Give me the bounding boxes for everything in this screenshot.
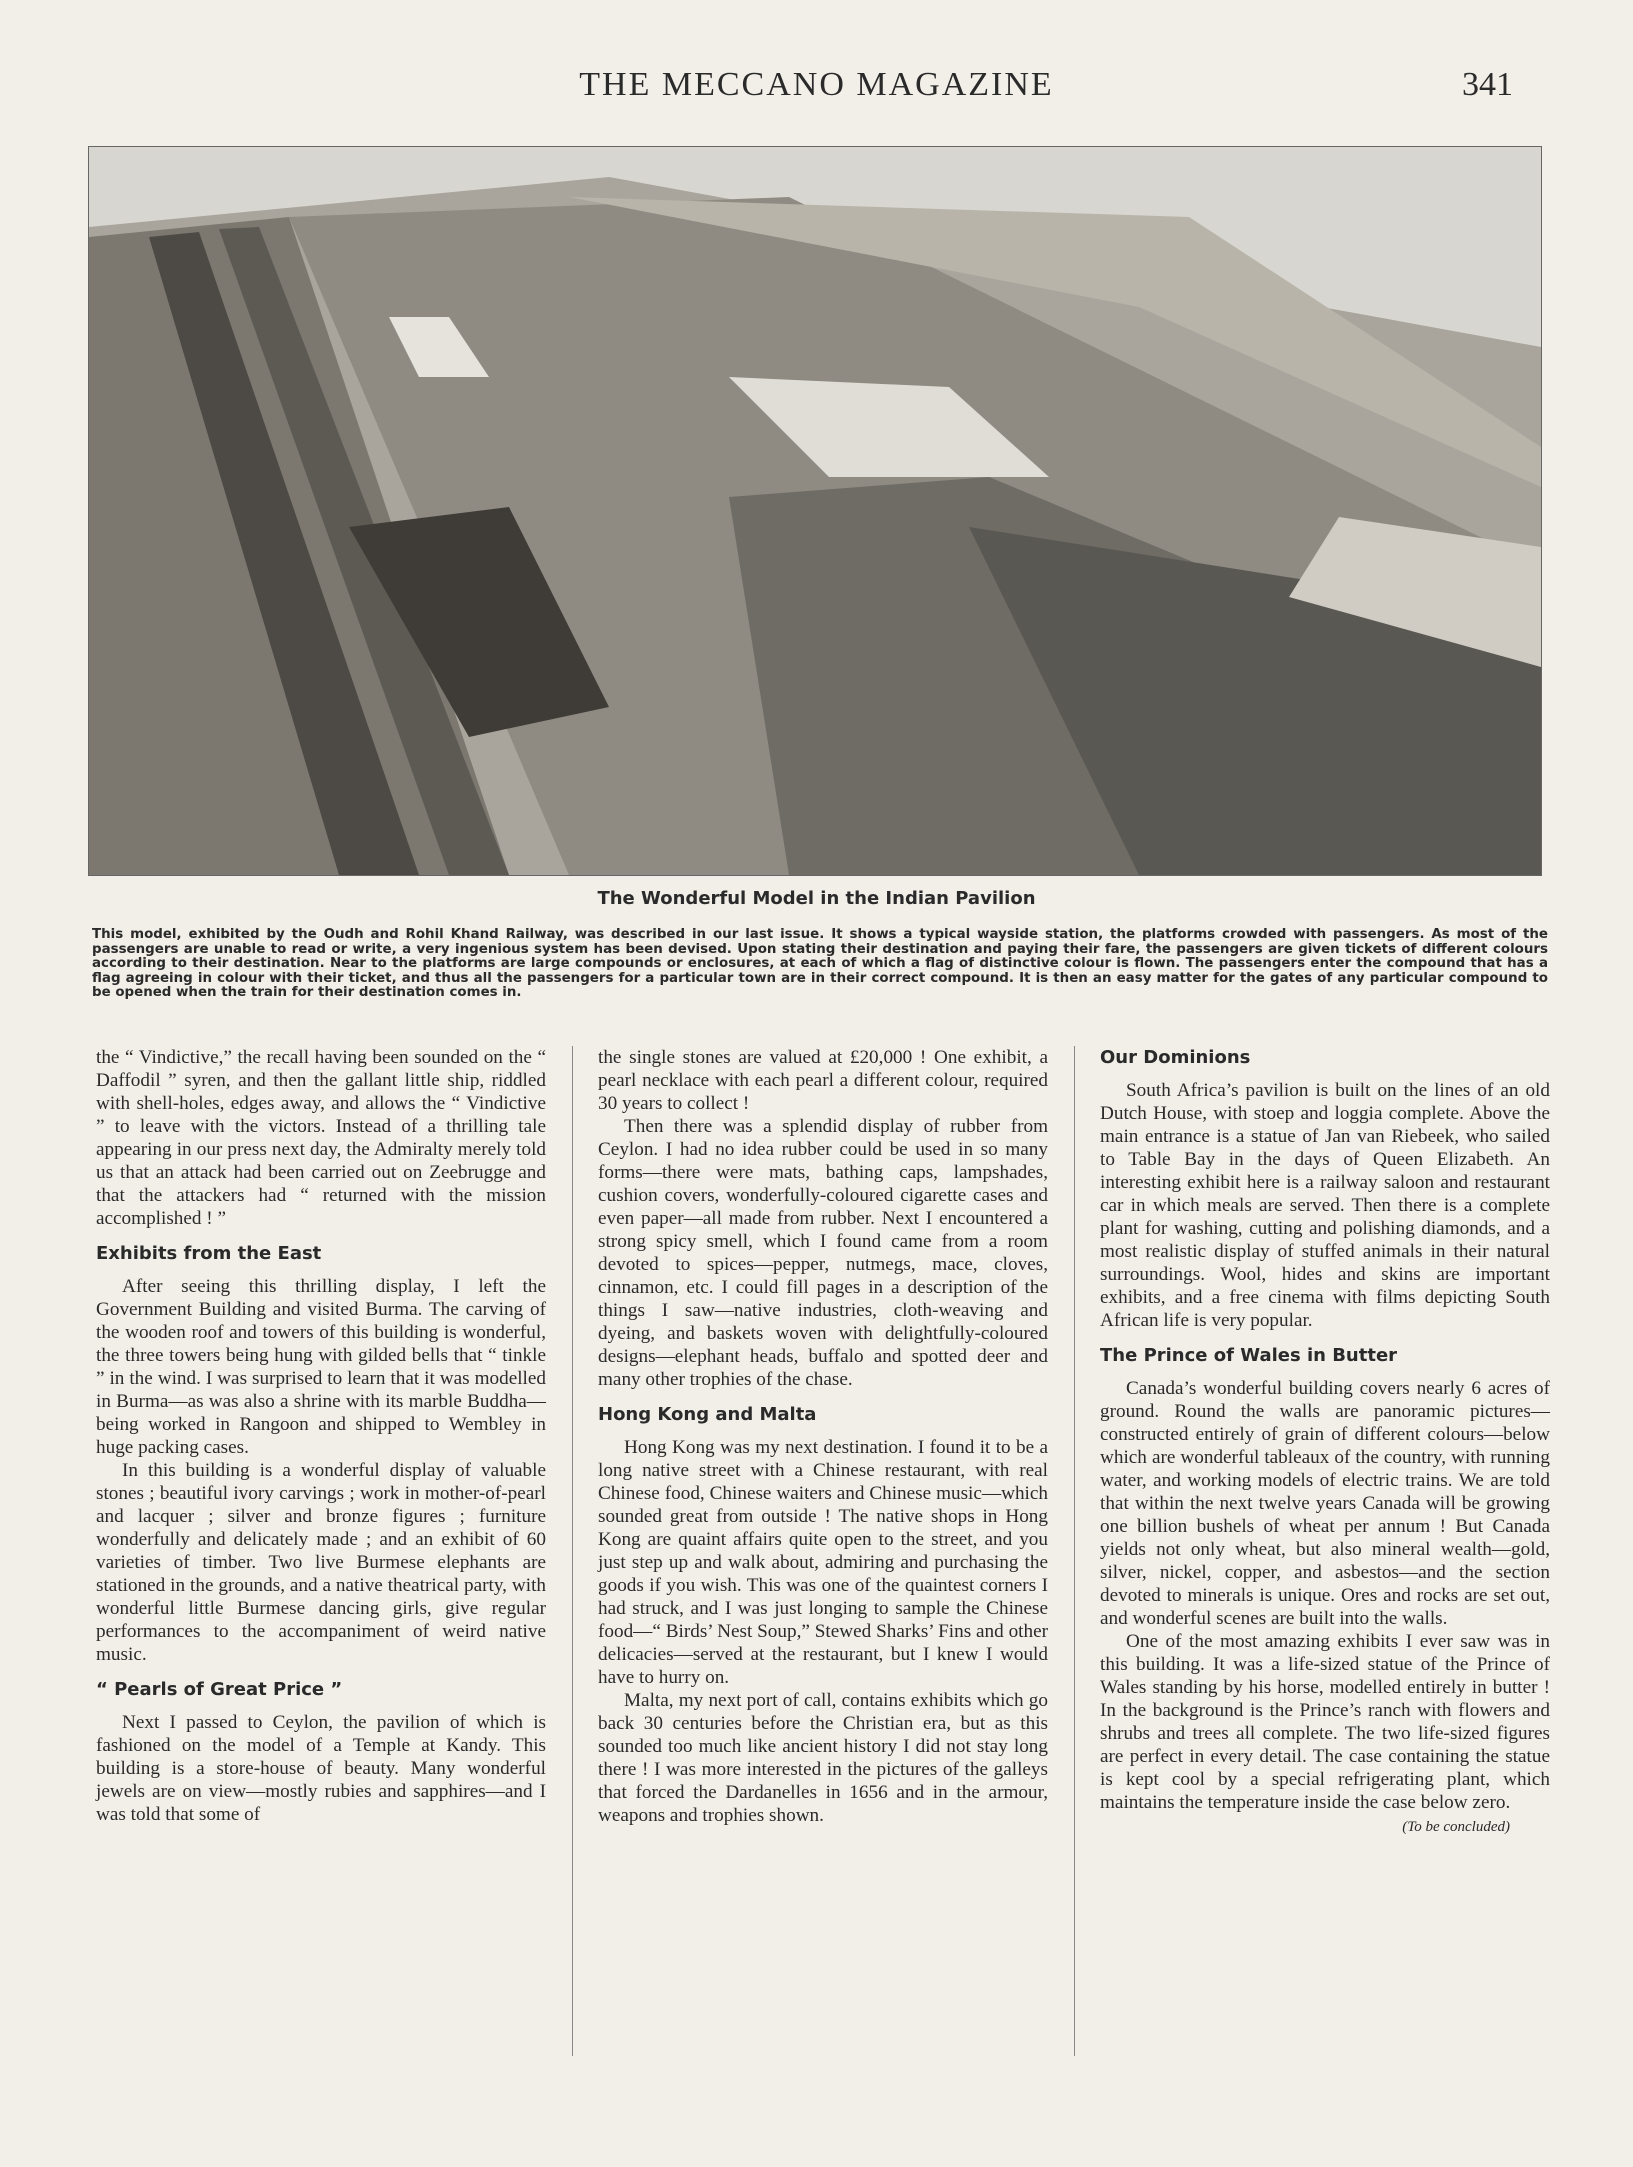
model-photograph: [88, 146, 1542, 876]
paragraph: Canada’s wonderful building covers nearly 6 acres of ground. Round the walls are panoramic pictures—constructed entirely of grain of different colours—below which are wonderful tableaux of the country, with running water, and working models of electric trains. We are told that within the next twelve years Canada will be growing one billion bushels of wheat per annum ! But Canada yields not only wheat, but also mineral wealth—gold, silver, nickel, copper, and asbestos—and the section devoted to minerals is unique. Ores and rocks are set out, and wonderful scenes are built into the walls.: [1100, 1378, 1550, 1629]
paragraph: the single stones are valued at £20,000 ! One exhibit, a pearl necklace with each pearl a different colour, required 30 years to collect !: [598, 1047, 1048, 1114]
to-be-concluded-note: (To be concluded): [1402, 1819, 1510, 1835]
section-heading: Exhibits from the East: [96, 1243, 322, 1264]
paragraph: Malta, my next port of call, contains exhibits which go back 30 centuries before the Christian era, but as this sounded too much like ancient history I did not stay long there ! I was more interested in the pictures of the galleys that forced the Dardanelles in 1656 and in the armour, weapons and trophies shown.: [598, 1690, 1048, 1826]
paragraph: Hong Kong was my next destination. I found it to be a long native street with a Chinese restaurant, with real Chinese food, Chinese waiters and Chinese music—which sounded great from outside ! The native shops in Hong Kong are quaint affairs quite open to the street, and you just step up and walk about, admiring and purchasing the goods if you wish. This was one of the quaintest corners I had struck, and I was just longing to sample the Chinese food—“ Birds’ Nest Soup,” Stewed Sharks’ Fins and other delicacies—served at the restaurant, but I knew I would have to hurry on.: [598, 1437, 1048, 1688]
column-divider: [572, 1046, 573, 2056]
section-heading: The Prince of Wales in Butter: [1100, 1345, 1398, 1366]
page-number: 341: [1462, 66, 1513, 103]
column-divider: [1074, 1046, 1075, 2056]
section-heading: Hong Kong and Malta: [598, 1404, 817, 1425]
section-heading: “ Pearls of Great Price ”: [96, 1679, 343, 1700]
section-heading: Our Dominions: [1100, 1047, 1251, 1068]
article-column-3: [1100, 1046, 1550, 1839]
paragraph: Next I passed to Ceylon, the pavilion of which is fashioned on the model of a Temple at Kandy. This building is a store-house of beauty. Many wonderful jewels are on view—mostly rubies and sapphires—and I was told that some of: [96, 1712, 546, 1825]
article-column-1: [96, 1046, 546, 1826]
paragraph: One of the most amazing exhibits I ever saw was in this building. It was a life-sized statue of the Prince of Wales standing by his horse, modelled entirely in butter ! In the background is the Prince’s ranch with flowers and shrubs and trees all complete. The two life-sized figures are perfect in every detail. The case containing the statue is kept cool by a special refrigerating plant, which maintains the temperature inside the case below zero.: [1100, 1631, 1550, 1813]
article-column-2: [598, 1046, 1048, 1827]
magazine-title: THE MECCANO MAGAZINE: [579, 66, 1054, 103]
paragraph: After seeing this thrilling display, I left the Government Building and visited Burma. The carving of the wooden roof and towers of this building is wonderful, the three towers being hung with gilded bells that “ tinkle ” in the wind. I was surprised to learn that it was modelled in Burma—as was also a shrine with its marble Buddha—being worked in Rangoon and shipped to Wembley in huge packing cases.: [96, 1276, 546, 1458]
paragraph: South Africa’s pavilion is built on the lines of an old Dutch House, with stoep and loggia complete. Above the main entrance is a statue of Jan van Riebeek, who sailed to Table Bay in the days of Queen Elizabeth. An interesting exhibit here is a railway saloon and restaurant car in which meals are served. Then there is a complete plant for washing, cutting and polishing diamonds, and a most realistic display of stuffed animals in their natural surroundings. Wool, hides and skins are important exhibits, and a free cinema with films depicting South African life is very popular.: [1100, 1080, 1550, 1331]
paragraph: Then there was a splendid display of rubber from Ceylon. I had no idea rubber could be used in so many forms—there were mats, bathing caps, lampshades, cushion covers, wonderfully-coloured cigarette cases and even paper—all made from rubber. Next I encountered a strong spicy smell, which I found came from a room devoted to spices—pepper, nutmegs, mace, cloves, cinnamon, etc. I could fill pages in a description of the things I saw—native industries, cloth-weaving and dyeing, and baskets woven with delightfully-coloured designs—elephant heads, buffalo and spotted deer and many other trophies of the chase.: [598, 1116, 1048, 1390]
figure-caption: This model, exhibited by the Oudh and Rohil Khand Railway, was described in our last issue. It shows a typical wayside station, the platforms crowded with passengers. As most of the passengers are unable to read or write, a very ingenious system has been devised. Upon stating their destination and paying their fare, the passengers are given tickets of different colours according to their destination. Near to the platforms are large compounds or enclosures, at each of which a flag of distinctive colour is flown. The passengers enter the compound that has a flag agreeing in colour with their ticket, and thus all the passengers for a particular town are in their correct compound. It is then an easy matter for the gates of any particular compound to be opened when the train for their destination comes in.: [92, 927, 1548, 1000]
railway-model-illustration: [89, 147, 1541, 875]
figure-caption-title: The Wonderful Model in the Indian Pavilion: [597, 888, 1036, 909]
page-header: [0, 66, 1633, 116]
paragraph: the “ Vindictive,” the recall having been sounded on the “ Daffodil ” syren, and then the gallant little ship, riddled with shell-holes, edges away, and allows the “ Vindictive ” to leave with the victors. Instead of a thrilling tale appearing in our press next day, the Admiralty merely told us that an attack had been carried out on Zeebrugge and that the attackers had “ returned with the mission accomplished ! ”: [96, 1047, 546, 1229]
paragraph: In this building is a wonderful display of valuable stones ; beautiful ivory carvings ; work in mother-of-pearl and lacquer ; silver and bronze figures ; furniture wonderfully and delicately made ; and an exhibit of 60 varieties of timber. Two live Burmese elephants are stationed in the grounds, and a native theatrical party, with wonderful little Burmese dancing girls, give regular performances to the accompaniment of weird native music.: [96, 1460, 546, 1665]
